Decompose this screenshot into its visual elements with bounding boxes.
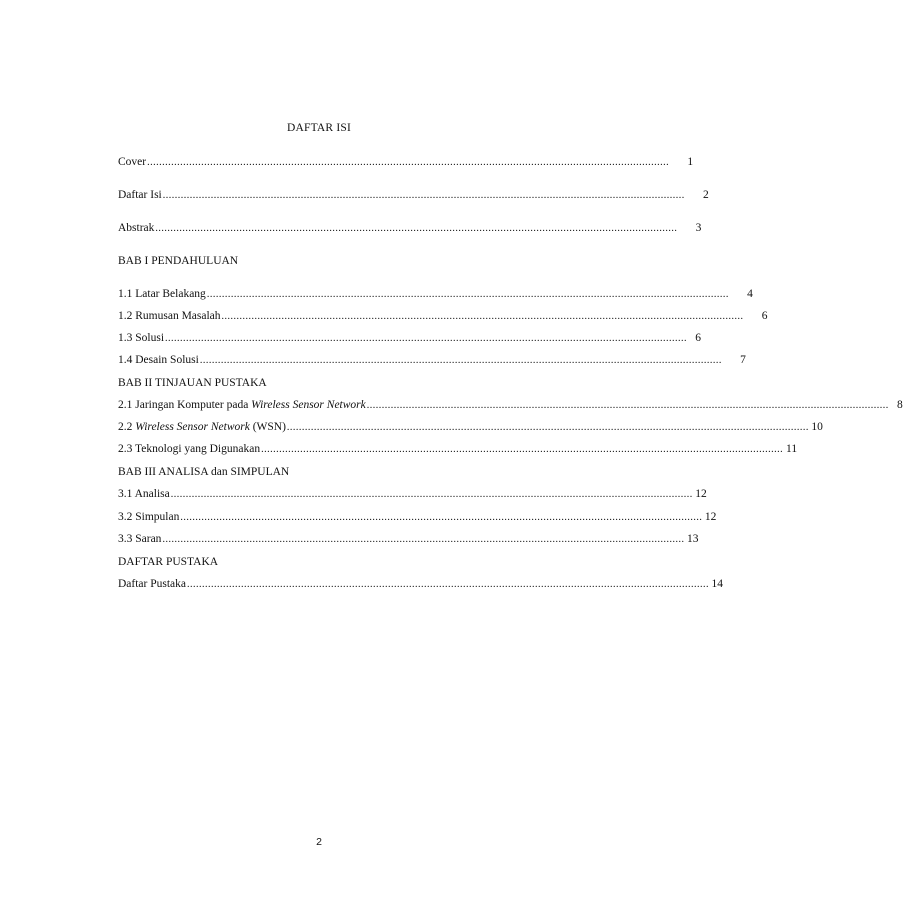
toc-entry-jaringan-komputer: [118, 398, 903, 413]
toc-entry-label: [118, 398, 366, 412]
page-number: 2: [316, 836, 322, 848]
toc-entry-page: 6: [761, 310, 768, 322]
toc-entry-page: 2: [703, 189, 709, 201]
chapter-heading-bab1: BAB I PENDAHULUAN: [118, 255, 239, 267]
toc-entry-page: 14: [711, 578, 724, 590]
toc-leader: ..............................................................................................................................................................................: [199, 355, 722, 366]
toc-entry-rumusan-masalah: [118, 309, 768, 324]
toc-entry-daftar-isi: [118, 188, 709, 203]
toc-entry-abstrak: [118, 221, 702, 236]
toc-entry-label: Daftar Pustaka: [118, 578, 187, 590]
toc-entry-label: 1.1 Latar Belakang: [118, 288, 206, 300]
toc-entry-page: 8: [897, 399, 903, 411]
toc-entry-label: Abstrak: [118, 222, 155, 234]
toc-entry-label-italic: Wireless Sensor Network: [251, 399, 366, 411]
toc-entry-label: [118, 420, 286, 434]
toc-entry-cover: [118, 155, 694, 170]
toc-entry-solusi: [118, 331, 702, 346]
toc-entry-label: Daftar Isi: [118, 189, 162, 201]
toc-entry-page: 11: [786, 443, 798, 455]
toc-entry-page: 7: [740, 354, 746, 366]
toc-entry-page: 10: [811, 421, 823, 433]
chapter-heading-bab3: BAB III ANALISA dan SIMPULAN: [118, 466, 290, 478]
toc-entry-teknologi: [118, 442, 798, 457]
toc-entry-page: 3: [695, 222, 702, 234]
toc-entry-page: 6: [695, 332, 702, 344]
toc-leader: ..............................................................................................................................................................................: [187, 579, 710, 590]
toc-entry-page: 13: [686, 533, 699, 545]
toc-leader: ..............................................................................................................................................................................: [147, 157, 670, 168]
toc-entry-label-suffix: (WSN): [249, 421, 286, 433]
toc-entry-daftar-pustaka: [118, 577, 724, 592]
toc-entry-saran: [118, 532, 699, 547]
toc-entry-label: 1.2 Rumusan Masalah: [118, 310, 221, 322]
toc-leader: ..............................................................................................................................................................................: [206, 289, 729, 300]
chapter-heading-daftar-pustaka: DAFTAR PUSTAKA: [118, 556, 219, 568]
toc-leader: ..............................................................................................................................................................................: [162, 534, 685, 545]
toc-entry-label-text: 2.1 Jaringan Komputer pada: [118, 399, 252, 411]
chapter-heading-bab2: BAB II TINJAUAN PUSTAKA: [118, 377, 267, 389]
toc-entry-label: 3.3 Saran: [118, 533, 162, 545]
toc-leader: ..............................................................................................................................................................................: [162, 190, 685, 201]
toc-entry-page: 1: [687, 156, 694, 168]
toc-entry-label: 3.2 Simpulan: [118, 511, 180, 523]
toc-entry-label-italic: Wireless Sensor Network: [135, 421, 250, 433]
toc-leader: ..............................................................................................................................................................................: [170, 489, 693, 500]
toc-entry-label: Cover: [118, 156, 147, 168]
toc-entry-desain-solusi: [118, 353, 746, 368]
toc-entry-label: 1.4 Desain Solusi: [118, 354, 199, 366]
toc-entry-page: 12: [704, 511, 717, 523]
toc-leader: ..............................................................................................................................................................................: [180, 512, 703, 523]
toc-entry-simpulan: [118, 510, 717, 525]
toc-entry-label: 3.1 Analisa: [118, 488, 170, 500]
toc-entry-latar-belakang: [118, 287, 753, 302]
toc-leader: ..............................................................................................................................................................................: [261, 444, 784, 455]
toc-leader: ..............................................................................................................................................................................: [155, 223, 678, 234]
toc-entry-wsn: [118, 420, 823, 435]
toc-entry-label-text: 2.2: [118, 421, 136, 433]
toc-entry-analisa: [118, 487, 707, 502]
toc-entry-label: 1.3 Solusi: [118, 332, 165, 344]
page-title: DAFTAR ISI: [286, 122, 351, 134]
toc-entry-page: 12: [695, 488, 707, 500]
toc-leader: ..............................................................................................................................................................................: [221, 311, 744, 322]
toc-leader: ..............................................................................................................................................................................: [286, 422, 809, 433]
toc-entry-page: 4: [747, 288, 753, 300]
toc-entry-label: 2.3 Teknologi yang Digunakan: [118, 443, 261, 455]
toc-leader: ..............................................................................................................................................................................: [366, 400, 889, 411]
toc-leader: ..............................................................................................................................................................................: [165, 333, 688, 344]
